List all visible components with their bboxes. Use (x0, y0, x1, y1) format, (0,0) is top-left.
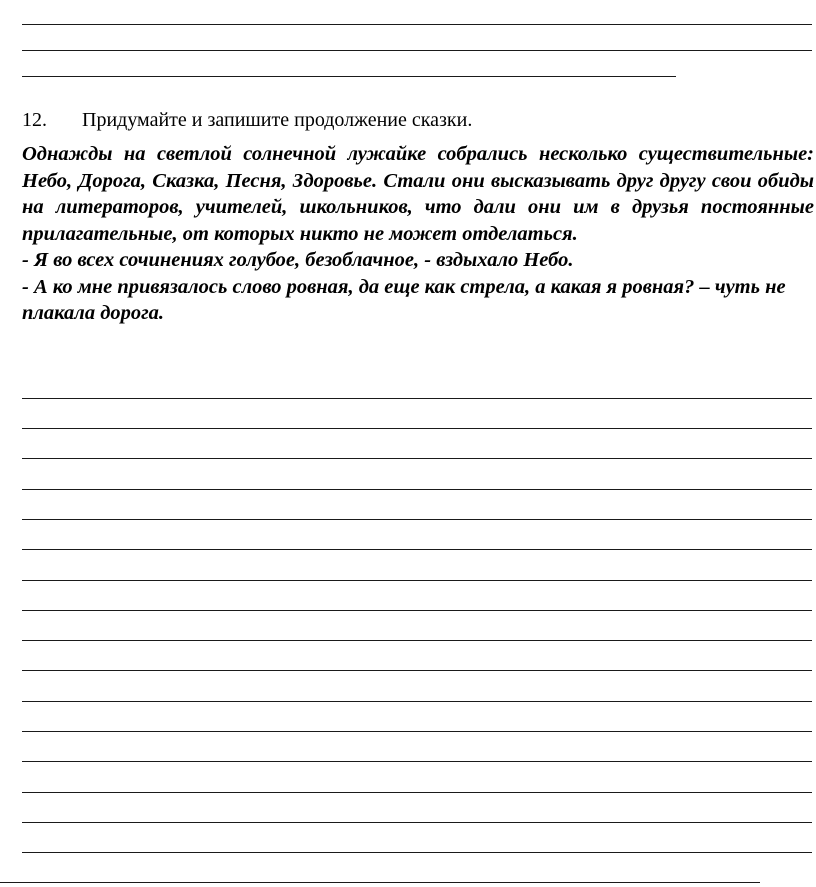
story-line-sky: - Я во всех сочинениях голубое, безоблачное, - вздыхало Небо. (22, 249, 574, 271)
story-line-road: - А ко мне привязалось слово ровная, да еще как стрела, а какая я ровная? – чуть не плакала дорога. (22, 275, 786, 324)
answer-line[interactable] (22, 731, 812, 732)
answer-line (22, 50, 812, 51)
story-intro: Однажды на светлой солнечной лужайке собрались несколько существительные: Небо, Дорога, Сказка, Песня, Здоровье. Стали они высказывать друг другу свои обиды на литераторов, учителей, школьников, что дали они им в друзья постоянные прилагательные, от которых никто не может отделаться. (22, 143, 814, 245)
answer-line[interactable] (22, 701, 812, 702)
task-heading (22, 108, 472, 132)
answer-line (22, 24, 812, 25)
answer-line[interactable] (22, 549, 812, 550)
answer-line (22, 76, 676, 77)
answer-line[interactable] (22, 519, 812, 520)
answer-line[interactable] (22, 822, 812, 823)
answer-line[interactable] (22, 610, 812, 611)
answer-line[interactable] (0, 882, 760, 883)
answer-line[interactable] (22, 761, 812, 762)
task-prompt: Придумайте и запишите продолжение сказки. (82, 109, 473, 131)
answer-line[interactable] (22, 398, 812, 399)
answer-line[interactable] (22, 852, 812, 853)
answer-line[interactable] (22, 580, 812, 581)
answer-line[interactable] (22, 640, 812, 641)
answer-line[interactable] (22, 458, 812, 459)
story-text (22, 141, 814, 327)
task-number: 12. (22, 109, 47, 131)
answer-line[interactable] (22, 792, 812, 793)
answer-line[interactable] (22, 489, 812, 490)
answer-line[interactable] (22, 670, 812, 671)
answer-line[interactable] (22, 428, 812, 429)
